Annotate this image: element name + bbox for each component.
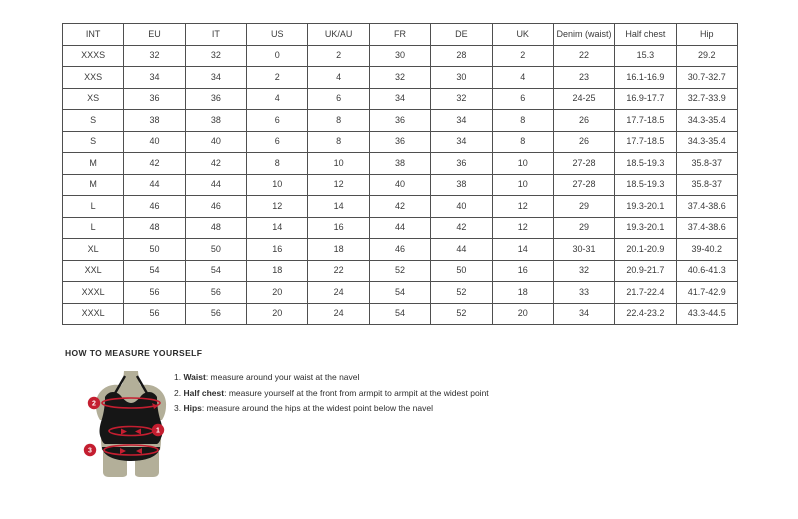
size-row (63, 303, 738, 325)
size-cell: 26 (553, 110, 614, 132)
size-cell: 34 (185, 67, 246, 89)
item-number: 2. (174, 387, 182, 398)
item-label: Waist (183, 372, 206, 382)
size-cell: 43.3-44.5 (676, 303, 737, 325)
size-cell: 42 (369, 196, 430, 218)
size-cell: 36 (124, 88, 185, 110)
column-header: Half chest (615, 24, 676, 46)
measure-section-heading: HOW TO MEASURE YOURSELF (65, 348, 203, 358)
size-cell: 54 (124, 260, 185, 282)
item-text: : measure around the hips at the widest point below the navel (201, 403, 433, 413)
size-cell: 50 (185, 239, 246, 261)
size-cell: 35.8-37 (676, 174, 737, 196)
size-row (63, 196, 738, 218)
size-cell: 18.5-19.3 (615, 174, 676, 196)
size-cell: 6 (308, 88, 369, 110)
size-cell: 6 (247, 131, 308, 153)
size-cell: 21.7-22.4 (615, 282, 676, 304)
size-cell: 39-40.2 (676, 239, 737, 261)
size-cell: 0 (247, 45, 308, 67)
size-cell: XXXS (63, 45, 124, 67)
figure-badge-waist (152, 424, 164, 436)
size-table-header-row (63, 24, 738, 46)
item-text: : measure yourself at the front from armpit to armpit at the widest point (224, 387, 489, 398)
size-cell: 48 (124, 217, 185, 239)
size-cell: 29 (553, 217, 614, 239)
size-table-body (63, 45, 738, 325)
size-row (63, 282, 738, 304)
size-cell: 20 (247, 282, 308, 304)
size-cell: 8 (308, 110, 369, 132)
size-conversion-table (62, 23, 738, 325)
size-cell: S (63, 110, 124, 132)
size-cell: 16 (308, 217, 369, 239)
size-cell: 30-31 (553, 239, 614, 261)
size-cell: 38 (369, 153, 430, 175)
size-cell: XXS (63, 67, 124, 89)
size-cell: 50 (124, 239, 185, 261)
size-cell: 22 (308, 260, 369, 282)
column-header: IT (185, 24, 246, 46)
size-cell: 52 (431, 303, 492, 325)
badge-number: 1 (156, 427, 160, 435)
column-header: FR (369, 24, 430, 46)
column-header: EU (124, 24, 185, 46)
size-row (63, 260, 738, 282)
size-cell: 14 (308, 196, 369, 218)
size-cell: 36 (431, 153, 492, 175)
measure-instruction-hips (174, 401, 594, 417)
size-cell: 16 (492, 260, 553, 282)
size-cell: 4 (308, 67, 369, 89)
size-cell: 19.3-20.1 (615, 196, 676, 218)
size-cell: 36 (185, 88, 246, 110)
size-cell: 44 (369, 217, 430, 239)
size-cell: 6 (492, 88, 553, 110)
size-cell: 14 (247, 217, 308, 239)
size-cell: 16 (247, 239, 308, 261)
column-header: Hip (676, 24, 737, 46)
size-cell: 2 (247, 67, 308, 89)
size-cell: 24-25 (553, 88, 614, 110)
size-cell: 8 (247, 153, 308, 175)
size-row (63, 88, 738, 110)
item-number: 1. (174, 372, 182, 382)
size-cell: M (63, 174, 124, 196)
size-cell: 18 (247, 260, 308, 282)
size-cell: 56 (185, 303, 246, 325)
size-cell: 15.3 (615, 45, 676, 67)
size-row (63, 131, 738, 153)
size-cell: 16.1-16.9 (615, 67, 676, 89)
size-cell: 46 (124, 196, 185, 218)
size-cell: 30.7-32.7 (676, 67, 737, 89)
size-row (63, 217, 738, 239)
size-cell: 52 (369, 260, 430, 282)
size-cell: 17.7-18.5 (615, 131, 676, 153)
size-cell: 32.7-33.9 (676, 88, 737, 110)
size-cell: 17.7-18.5 (615, 110, 676, 132)
size-cell: XL (63, 239, 124, 261)
size-cell: XXXL (63, 303, 124, 325)
size-row (63, 110, 738, 132)
size-cell: 37.4-38.6 (676, 196, 737, 218)
size-cell: 10 (492, 153, 553, 175)
size-cell: 19.3-20.1 (615, 217, 676, 239)
size-cell: 22.4-23.2 (615, 303, 676, 325)
size-cell: 34 (369, 88, 430, 110)
size-cell: 32 (369, 67, 430, 89)
column-header: Denim (waist) (553, 24, 614, 46)
size-cell: 4 (492, 67, 553, 89)
size-cell: 10 (308, 153, 369, 175)
figure-badge-hips (84, 444, 96, 456)
size-row (63, 239, 738, 261)
size-cell: 12 (492, 196, 553, 218)
size-cell: 24 (308, 303, 369, 325)
size-row (63, 67, 738, 89)
size-cell: 29.2 (676, 45, 737, 67)
size-cell: 54 (369, 303, 430, 325)
size-cell: 34 (124, 67, 185, 89)
item-label: Hips (183, 403, 202, 413)
size-cell: XXXL (63, 282, 124, 304)
figure-badge-chest (88, 397, 100, 409)
size-cell: 34 (431, 131, 492, 153)
column-header: UK (492, 24, 553, 46)
size-row (63, 45, 738, 67)
size-cell: 36 (369, 110, 430, 132)
size-cell: 10 (247, 174, 308, 196)
size-cell: 46 (185, 196, 246, 218)
size-cell: 35.8-37 (676, 153, 737, 175)
size-cell: 23 (553, 67, 614, 89)
size-cell: 30 (431, 67, 492, 89)
size-cell: 20.9-21.7 (615, 260, 676, 282)
size-cell: 8 (492, 131, 553, 153)
size-cell: 32 (431, 88, 492, 110)
size-cell: 30 (369, 45, 430, 67)
item-text: : measure around your waist at the navel (205, 372, 360, 382)
measure-instruction-waist (174, 370, 594, 386)
size-cell: 18.5-19.3 (615, 153, 676, 175)
size-cell: 34 (553, 303, 614, 325)
size-cell: 6 (247, 110, 308, 132)
size-cell: 42 (124, 153, 185, 175)
size-cell: 40.6-41.3 (676, 260, 737, 282)
size-cell: 52 (431, 282, 492, 304)
size-cell: L (63, 196, 124, 218)
measure-instruction-half-chest (174, 386, 594, 402)
measure-instructions-list (174, 370, 594, 417)
size-cell: 40 (185, 131, 246, 153)
column-header: DE (431, 24, 492, 46)
size-cell: L (63, 217, 124, 239)
size-cell: 28 (431, 45, 492, 67)
item-number: 3. (174, 403, 182, 413)
size-cell: 10 (492, 174, 553, 196)
size-cell: 46 (369, 239, 430, 261)
size-row (63, 174, 738, 196)
size-cell: 38 (431, 174, 492, 196)
size-cell: 38 (185, 110, 246, 132)
badge-number: 3 (88, 447, 92, 455)
size-cell: S (63, 131, 124, 153)
size-cell: 50 (431, 260, 492, 282)
size-cell: 18 (308, 239, 369, 261)
column-header: UK/AU (308, 24, 369, 46)
size-cell: 32 (553, 260, 614, 282)
size-cell: 8 (492, 110, 553, 132)
size-cell: 20.1-20.9 (615, 239, 676, 261)
size-cell: 27-28 (553, 153, 614, 175)
size-cell: 34.3-35.4 (676, 131, 737, 153)
size-cell: 44 (185, 174, 246, 196)
badge-number: 2 (92, 400, 96, 408)
size-cell: 8 (308, 131, 369, 153)
size-cell: 44 (124, 174, 185, 196)
size-cell: 44 (431, 239, 492, 261)
size-cell: 34.3-35.4 (676, 110, 737, 132)
size-cell: XXL (63, 260, 124, 282)
size-cell: 54 (185, 260, 246, 282)
size-cell: 40 (369, 174, 430, 196)
size-cell: 12 (492, 217, 553, 239)
size-cell: XS (63, 88, 124, 110)
size-cell: 29 (553, 196, 614, 218)
size-cell: 40 (431, 196, 492, 218)
size-cell: 12 (308, 174, 369, 196)
size-cell: 40 (124, 131, 185, 153)
item-label: Half chest (183, 387, 225, 398)
size-cell: 42 (185, 153, 246, 175)
size-cell: 22 (553, 45, 614, 67)
size-cell: 56 (185, 282, 246, 304)
size-cell: 37.4-38.6 (676, 217, 737, 239)
size-cell: 48 (185, 217, 246, 239)
size-cell: 27-28 (553, 174, 614, 196)
size-cell: 24 (308, 282, 369, 304)
size-cell: 26 (553, 131, 614, 153)
size-cell: 2 (308, 45, 369, 67)
size-cell: 32 (124, 45, 185, 67)
size-cell: 32 (185, 45, 246, 67)
size-cell: 4 (247, 88, 308, 110)
size-cell: 33 (553, 282, 614, 304)
size-cell: 16.9-17.7 (615, 88, 676, 110)
size-cell: 2 (492, 45, 553, 67)
size-cell: 56 (124, 303, 185, 325)
size-cell: 54 (369, 282, 430, 304)
size-cell: 14 (492, 239, 553, 261)
mannequin-measure-illustration (76, 370, 186, 477)
column-header: INT (63, 24, 124, 46)
size-cell: 20 (247, 303, 308, 325)
size-cell: M (63, 153, 124, 175)
size-cell: 20 (492, 303, 553, 325)
size-cell: 12 (247, 196, 308, 218)
size-cell: 18 (492, 282, 553, 304)
size-cell: 34 (431, 110, 492, 132)
size-cell: 56 (124, 282, 185, 304)
size-cell: 36 (369, 131, 430, 153)
size-row (63, 153, 738, 175)
size-cell: 41.7-42.9 (676, 282, 737, 304)
size-cell: 38 (124, 110, 185, 132)
column-header: US (247, 24, 308, 46)
size-cell: 42 (431, 217, 492, 239)
